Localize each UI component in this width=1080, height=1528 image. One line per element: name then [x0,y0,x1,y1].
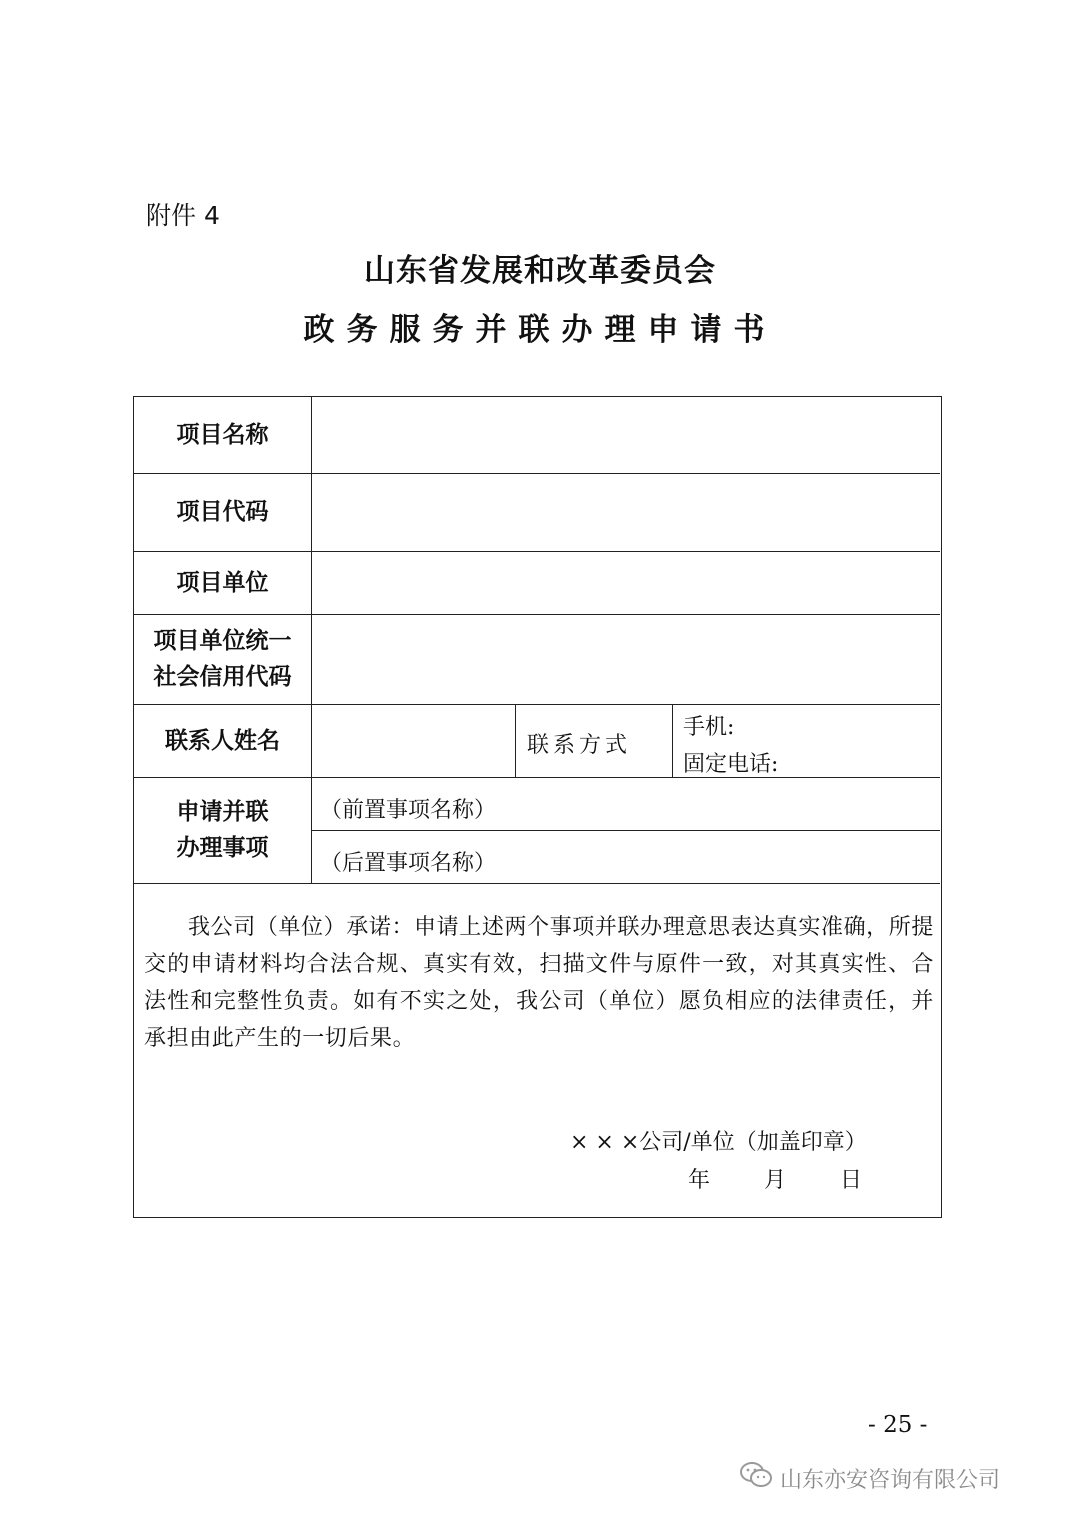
project-unit-label: 项目单位 [176,569,269,596]
parallel-items-label-line1: 申请并联 [176,799,269,825]
pre-item-field[interactable]: （前置事项名称） [320,798,497,823]
post-item-field[interactable]: （后置事项名称） [320,851,497,876]
credit-code-field[interactable] [313,616,939,703]
parallel-items-label [134,777,311,883]
document-title: 政务服务并联办理申请书 [303,312,777,348]
pledge-text: 我公司（单位）承诺：申请上述两个事项并联办理意思表达真实准确，所提交的申请材料均合法合规、真实有效，扫描文件与原件一致，对其真实性、合法性和完整性负责。如有不实之处，我公司（单位）愿负相应的法律责任，并承担由此产生的一切后果。 [144,915,934,1051]
contact-name-label: 联系人姓名 [165,727,280,754]
wechat-icon [738,1460,774,1496]
project-unit-field[interactable] [313,553,939,613]
signer-line: × × ×公司/单位（加盖印章） [570,1130,867,1155]
credit-code-label-line2: 社会信用代码 [153,664,292,690]
attachment-label: 附件 4 [146,201,220,230]
project-name-label: 项目名称 [176,422,269,448]
landline-label: 固定电话: [683,752,779,777]
application-form [133,396,942,1218]
row-divider [134,883,940,884]
parallel-items-label-line2: 办理事项 [176,835,269,861]
contact-name-field[interactable] [313,706,514,776]
contact-method-label: 联系方式 [527,733,632,758]
project-name-field[interactable] [313,399,939,472]
watermark-text: 山东亦安咨询有限公司 [780,1467,1001,1493]
document-title-org: 山东省发展和改革委员会 [364,253,716,289]
page-number: - 25 - [868,1412,928,1438]
date-line: 年 月 日 [688,1168,862,1193]
column-divider [672,704,673,777]
project-code-field[interactable] [313,475,939,550]
watermark [738,1460,1000,1496]
mobile-label: 手机: [683,715,735,740]
column-divider [311,397,312,883]
row-divider [311,830,940,831]
credit-code-label-line1: 项目单位统一 [153,628,292,654]
project-code-label: 项目代码 [176,499,269,525]
column-divider [515,704,516,777]
credit-code-label [134,614,311,704]
